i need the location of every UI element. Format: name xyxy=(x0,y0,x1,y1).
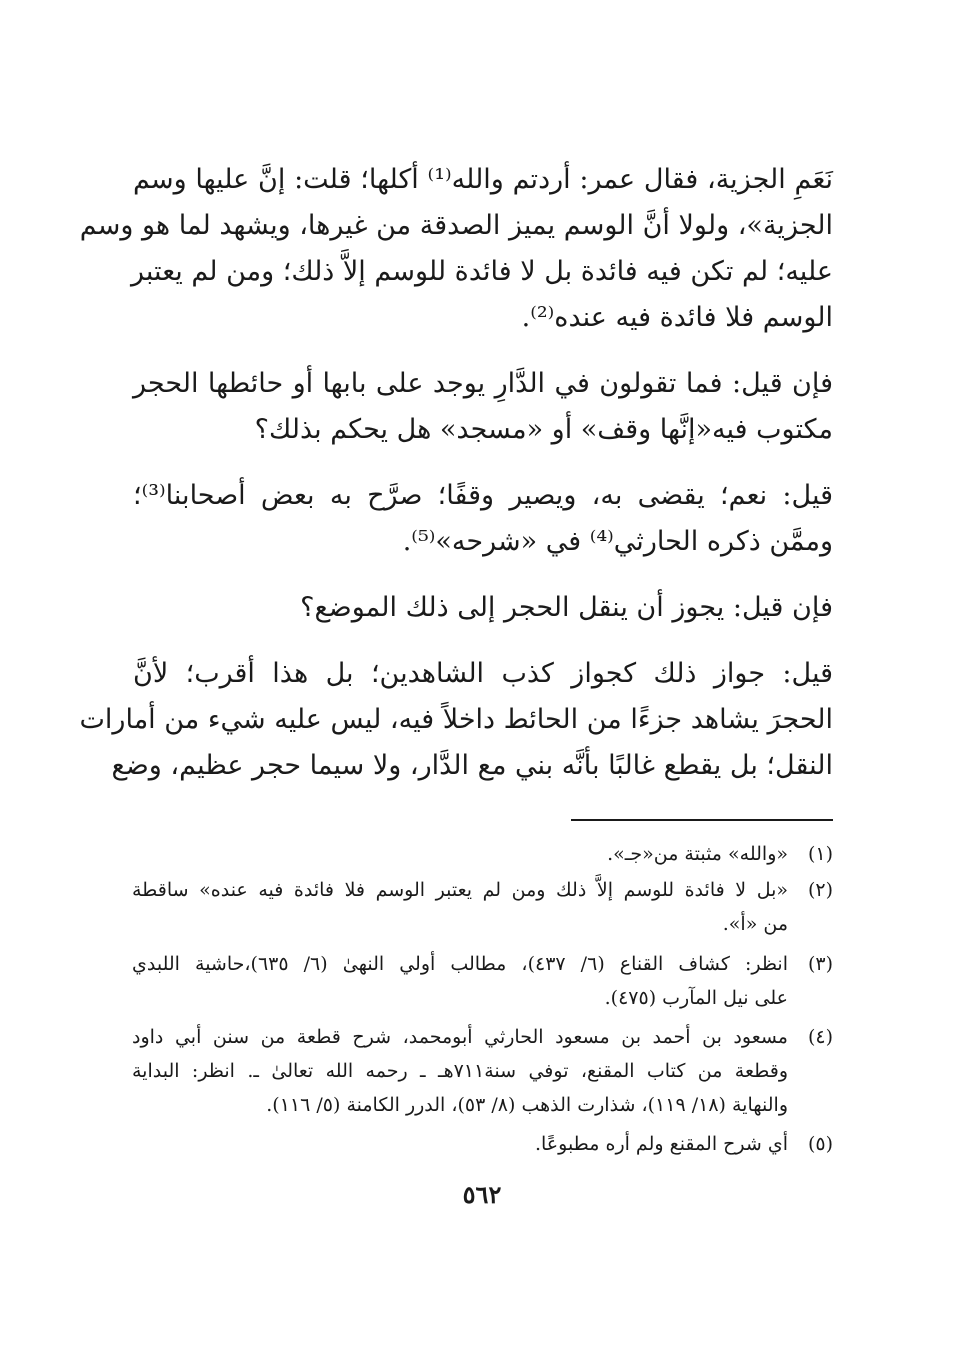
paragraph-2-line-2: مكتوب فيه«إنَّها وقف» أو «مسجد» هل يحكم بذلك؟ xyxy=(254,414,833,445)
footnote-4-line-2: وقطعة من كتاب المقنع، توفي سنة٧١١هـ ـ رحمه الله تعالىٰ ـ. انظر: البداية xyxy=(132,1060,788,1082)
paragraph-3-line-2: وممَّن ذكره الحارثي⁽⁴⁾ في «شرحه»⁽⁵⁾. xyxy=(402,526,833,557)
footnote-separator xyxy=(571,819,833,821)
paragraph-4-line-1: فإن قيل: يجوز أن ينقل الحجر إلى ذلك الموضع؟ xyxy=(300,592,833,623)
footnote-5-line-1: أي شرح المقنع ولم أره مطبوعًا. xyxy=(534,1133,788,1155)
footnote-2-line-1: «بل لا فائدة للوسم إلاَّ ذلك ومن لم يعتبر الوسم فلا فائدة فيه عنده» ساقطة xyxy=(132,879,788,901)
paragraph-1-line-3: عليه؛ لم تكن فيه فائدة بل لا فائدة للوسم إلاَّ ذلك؛ ومن لم يعتبر xyxy=(131,256,833,287)
footnote-4-line-1: مسعود بن أحمد بن مسعود الحارثي أبومحمد، شرح قطعة من سنن أبي داود xyxy=(132,1026,788,1048)
footnote-4-number: (٤) xyxy=(807,1026,833,1048)
page-number: ٥٦٢ xyxy=(462,1180,502,1209)
paragraph-1-line-4: الوسم فلا فائدة فيه عنده⁽²⁾. xyxy=(521,302,833,333)
footnote-1-number: (١) xyxy=(807,843,833,865)
footnote-2-number: (٢) xyxy=(807,879,833,901)
paragraph-5-line-2: الحجرَ يشاهد جزءًا من الحائط داخلاً فيه، ليس عليه شيء من أمارات xyxy=(79,704,833,735)
paragraph-5-line-3: النقل؛ بل يقطع غالبًا بأنَّه بني مع الدَّار، ولا سيما حجر عظيم، وضع xyxy=(111,750,833,781)
footnote-2-line-2: من «أ». xyxy=(722,913,788,935)
footnote-3-number: (٣) xyxy=(807,953,833,975)
footnote-4-line-3: والنهاية (١٨/ ١١٩)، شذارت الذهب (٨/ ٥٣)، الدرر الكامنة (٥/ ١١٦). xyxy=(266,1094,788,1116)
paragraph-3-line-1: قيل: نعم؛ يقضى به، ويصير وقفًا؛ صرَّح به بعض أصحابنا⁽³⁾؛ xyxy=(133,480,833,511)
paragraph-2-line-1: فإن قيل: فما تقولون في الدَّارِ يوجد على بابها أو حائطها الحجر xyxy=(133,368,833,399)
footnote-1-line-1: «والله» مثبتة من«جـ». xyxy=(607,843,788,865)
paragraph-5-line-1: قيل: جواز ذلك كجواز كذب الشاهدين؛ بل هذا أقرب؛ لأنَّ xyxy=(133,658,833,689)
paragraph-1-line-2: الجزية»، ولولا أنَّ الوسم يميز الصدقة من غيرها، ويشهد لما هو وسم xyxy=(79,210,833,241)
footnote-3-line-2: على نيل المآرب (٤٧٥). xyxy=(604,987,788,1009)
footnote-5-number: (٥) xyxy=(807,1133,833,1155)
paragraph-1-line-1: نَعَمِ الجزية، فقال عمر: أردتم والله⁽¹⁾ أكلها؛ قلت: إنَّ عليها وسم xyxy=(133,164,834,195)
footnote-3-line-1: انظر: كشاف القناع (٦/ ٤٣٧)، مطالب أولي النهىٰ (٦/ ٦٣٥)،حاشية اللبدي xyxy=(132,953,788,975)
